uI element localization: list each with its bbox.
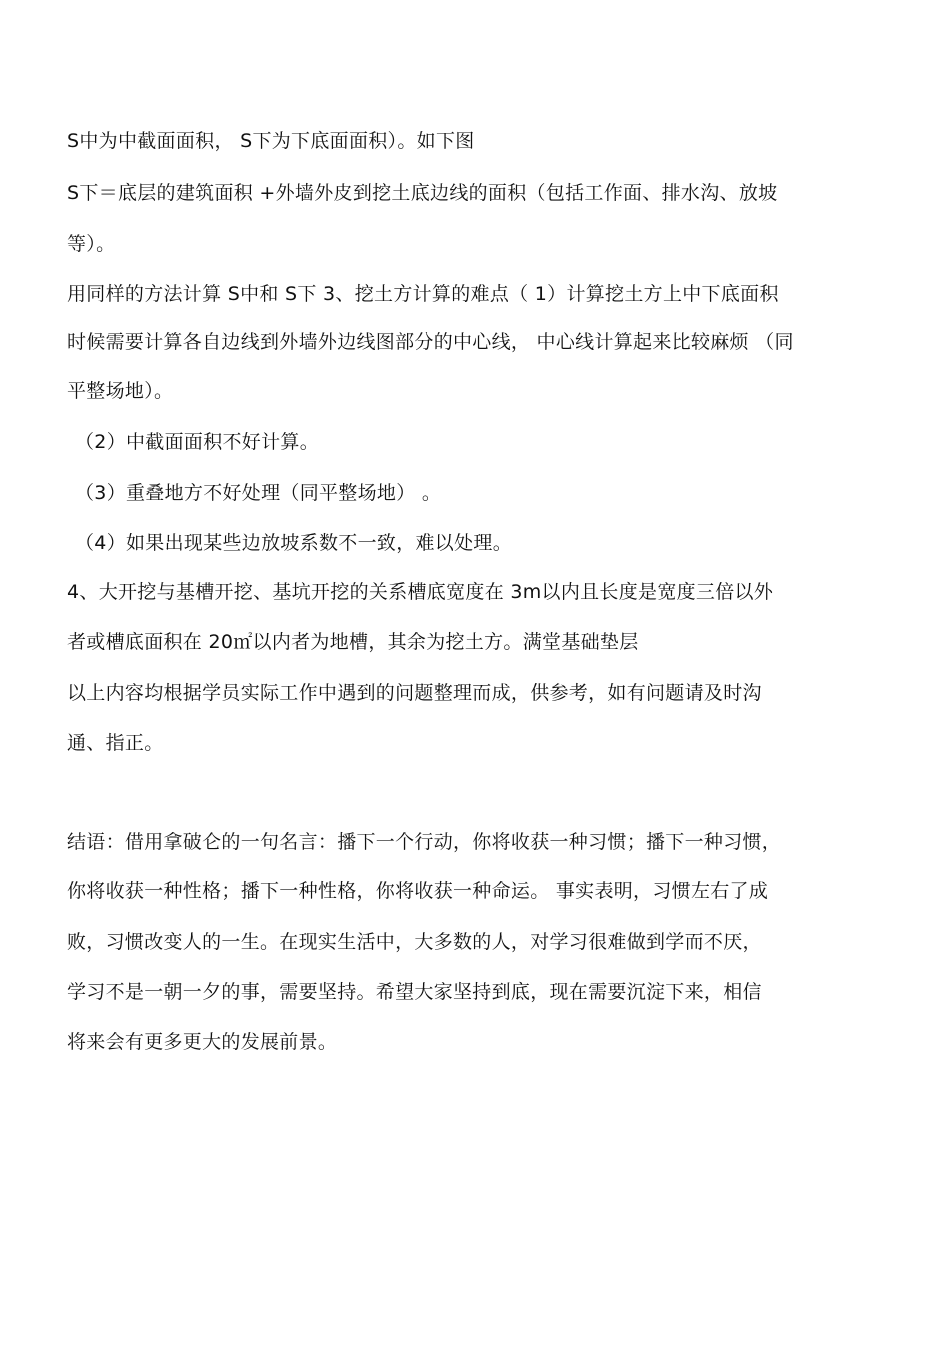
- text-line: 时候需要计算各自边线到外墙外边线图部分的中心线， 中心线计算起来比较麻烦 （同: [67, 331, 794, 353]
- text-line: S中为中截面面积， S下为下底面面积）。如下图: [67, 130, 475, 152]
- text-line: 者或槽底面积在 20㎡以内者为地槽，其余为挖土方。满堂基础垫层: [67, 631, 639, 653]
- text-line: 以上内容均根据学员实际工作中遇到的问题整理而成，供参考，如有问题请及时沟: [67, 682, 762, 704]
- text-line: 你将收获一种性格；播下一种性格，你将收获一种命运。 事实表明，习惯左右了成: [67, 880, 769, 902]
- text-line: 4、大开挖与基槽开挖、基坑开挖的关系槽底宽度在 3m以内且长度是宽度三倍以外: [67, 581, 774, 603]
- text-line: 将来会有更多更大的发展前景。: [67, 1031, 338, 1053]
- text-line: 用同样的方法计算 S中和 S下 3、挖土方计算的难点（ 1）计算挖土方上中下底面积: [67, 283, 779, 305]
- text-line: S下＝底层的建筑面积 +外墙外皮到挖土底边线的面积（包括工作面、排水沟、放坡: [67, 182, 778, 204]
- text-line: 等）。: [67, 233, 116, 255]
- text-line: 平整场地）。: [67, 380, 174, 402]
- text-line: 败，习惯改变人的一生。在现实生活中，大多数的人，对学习很难做到学而不厌，: [67, 931, 762, 953]
- text-line: 结语：借用拿破仑的一句名言：播下一个行动，你将收获一种习惯；播下一种习惯，: [67, 831, 782, 853]
- text-line: 学习不是一朝一夕的事，需要坚持。希望大家坚持到底，现在需要沉淀下来，相信: [67, 981, 762, 1003]
- text-line: 通、指正。: [67, 732, 164, 754]
- text-line: （2）中截面面积不好计算。: [75, 431, 319, 453]
- text-line: （3）重叠地方不好处理（同平整场地） 。: [75, 482, 442, 504]
- text-line: （4）如果出现某些边放坡系数不一致，难以处理。: [75, 532, 512, 554]
